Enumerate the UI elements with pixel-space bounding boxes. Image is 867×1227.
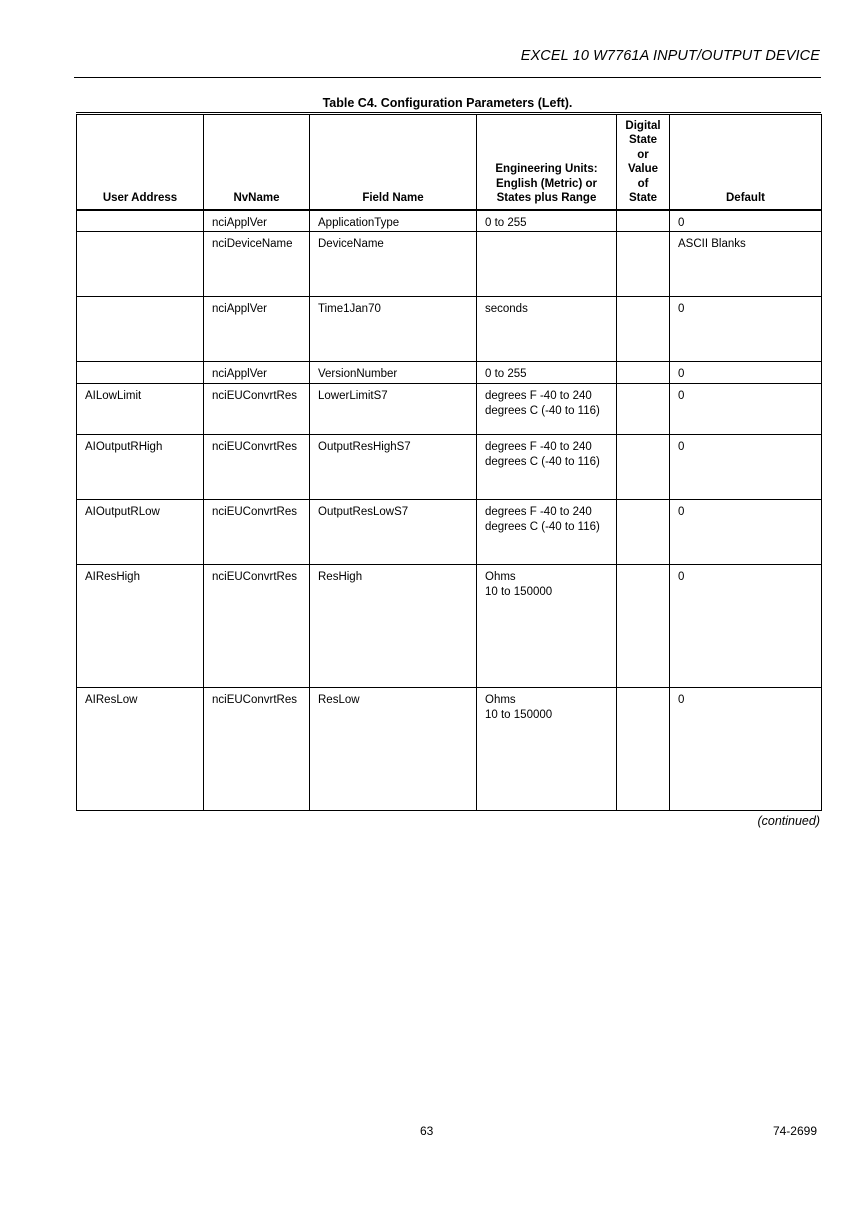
cell-units-line: degrees F -40 to 240 (485, 441, 592, 453)
caption-rule (76, 112, 821, 113)
table-row (77, 384, 822, 435)
cell-units (477, 500, 617, 565)
cell-digital-state (617, 232, 670, 297)
cell-field-name: LowerLimitS7 (310, 384, 477, 435)
cell-nv-name: nciEUConvrtRes (204, 500, 310, 565)
cell-digital-state (617, 210, 670, 232)
table-row (77, 435, 822, 500)
cell-default: 0 (670, 210, 822, 232)
cell-user-address (77, 297, 204, 362)
table-row (77, 362, 822, 384)
cell-units-line: degrees C (-40 to 116) (485, 520, 600, 533)
table-row (77, 297, 822, 362)
cell-units-line: Ohms (485, 694, 516, 706)
cell-units (477, 565, 617, 688)
cell-nv-name: nciEUConvrtRes (204, 435, 310, 500)
cell-default: 0 (670, 435, 822, 500)
column-header-engineering-units-text: Engineering Units: English (Metric) or States plus Range (495, 163, 598, 204)
cell-user-address: AIOutputRLow (77, 500, 204, 565)
continued-note: (continued) (757, 814, 820, 828)
cell-default: 0 (670, 565, 822, 688)
cell-user-address: AILowLimit (77, 384, 204, 435)
cell-digital-state (617, 565, 670, 688)
column-header-digital-state-text: Digital State or Value of State (625, 119, 661, 204)
cell-units-line: seconds (485, 303, 528, 315)
cell-units (477, 384, 617, 435)
cell-user-address (77, 232, 204, 297)
cell-default: 0 (670, 384, 822, 435)
table-row (77, 688, 822, 811)
cell-nv-name: nciDeviceName (204, 232, 310, 297)
page-number: 63 (420, 1124, 434, 1138)
cell-nv-name: nciApplVer (204, 362, 310, 384)
cell-units-line: degrees F -40 to 240 (485, 390, 592, 402)
table-row (77, 232, 822, 297)
cell-default: 0 (670, 500, 822, 565)
column-header-user-address: User Address (77, 115, 204, 210)
cell-units-line: 10 to 150000 (485, 708, 553, 721)
cell-units-line: degrees F -40 to 240 (485, 506, 592, 518)
cell-field-name: ResLow (310, 688, 477, 811)
table-row (77, 500, 822, 565)
header-rule (74, 77, 821, 78)
cell-units-line: 0 to 255 (485, 368, 527, 380)
cell-digital-state (617, 297, 670, 362)
cell-nv-name: nciEUConvrtRes (204, 688, 310, 811)
cell-user-address (77, 210, 204, 232)
cell-units-line: Ohms (485, 571, 516, 583)
table-row (77, 565, 822, 688)
cell-default: 0 (670, 362, 822, 384)
cell-units-line: 10 to 150000 (485, 585, 553, 598)
cell-default: ASCII Blanks (670, 232, 822, 297)
cell-units (477, 210, 617, 232)
cell-units (477, 435, 617, 500)
cell-user-address: AIResLow (77, 688, 204, 811)
table-caption: Table C4. Configuration Parameters (Left). (322, 96, 573, 110)
cell-field-name: OutputResLowS7 (310, 500, 477, 565)
table-header-row (77, 115, 822, 210)
cell-user-address: AIOutputRHigh (77, 435, 204, 500)
cell-units (477, 362, 617, 384)
cell-units-line: 0 to 255 (485, 216, 527, 229)
cell-default: 0 (670, 297, 822, 362)
running-header: EXCEL 10 W7761A INPUT/OUTPUT DEVICE (520, 48, 820, 64)
cell-units-line: degrees C (-40 to 116) (485, 404, 600, 417)
column-header-digital-state (617, 115, 670, 210)
cell-digital-state (617, 362, 670, 384)
column-header-engineering-units (477, 115, 617, 210)
cell-units-line: degrees C (-40 to 116) (485, 455, 600, 468)
table-row (77, 210, 822, 232)
cell-field-name: ApplicationType (310, 210, 477, 232)
cell-digital-state (617, 384, 670, 435)
cell-digital-state (617, 435, 670, 500)
column-header-default: Default (670, 115, 822, 210)
cell-user-address (77, 362, 204, 384)
cell-nv-name: nciEUConvrtRes (204, 565, 310, 688)
table-body (77, 210, 822, 811)
cell-user-address: AIResHigh (77, 565, 204, 688)
cell-units (477, 688, 617, 811)
cell-units (477, 297, 617, 362)
configuration-parameters-table (76, 114, 822, 811)
column-header-field-name: Field Name (310, 115, 477, 210)
cell-units (477, 232, 617, 297)
cell-field-name: Time1Jan70 (310, 297, 477, 362)
cell-digital-state (617, 500, 670, 565)
cell-field-name: OutputResHighS7 (310, 435, 477, 500)
cell-nv-name: nciApplVer (204, 297, 310, 362)
cell-field-name: DeviceName (310, 232, 477, 297)
cell-nv-name: nciEUConvrtRes (204, 384, 310, 435)
cell-nv-name: nciApplVer (204, 210, 310, 232)
cell-field-name: VersionNumber (310, 362, 477, 384)
cell-field-name: ResHigh (310, 565, 477, 688)
column-header-nvname: NvName (204, 115, 310, 210)
cell-default: 0 (670, 688, 822, 811)
cell-digital-state (617, 688, 670, 811)
document-number: 74-2699 (772, 1124, 817, 1138)
